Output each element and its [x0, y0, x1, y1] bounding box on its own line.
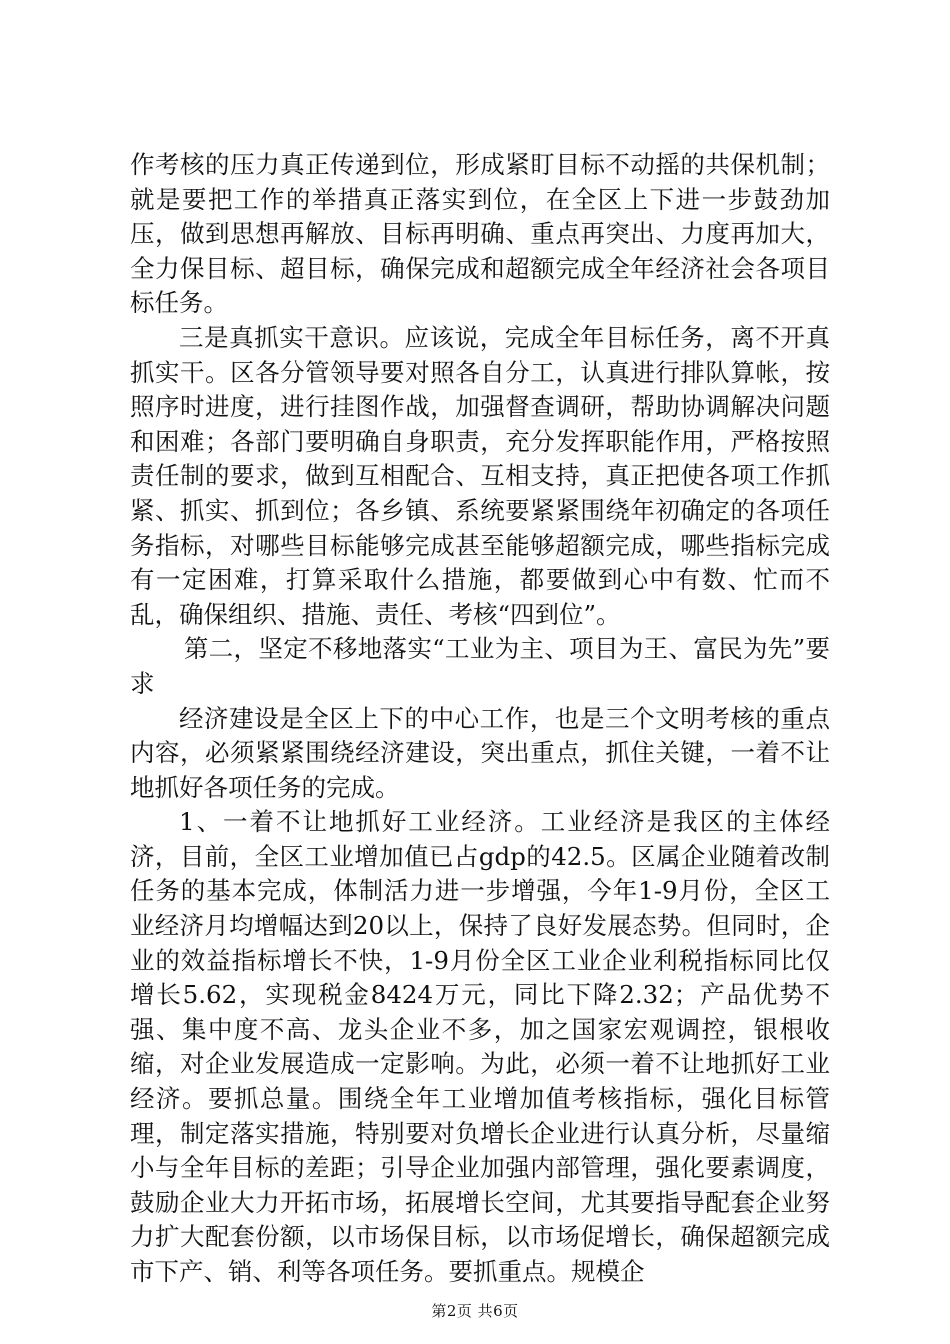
- section-heading-second: 第二，坚定不移地落实“工业为主、项目为王、富民为先”要求: [130, 634, 830, 698]
- paragraph-continuation: 作考核的压力真正传递到位，形成紧盯目标不动摇的共保机制；就是要把工作的举措真正落实到位，在全区上下进一步鼓劲加压，做到思想再解放、目标再明确、重点再突出、力度再加大，全力保目标、超目标，确保完成和超额完成全年经济社会各项目标任务。: [130, 150, 830, 318]
- paragraph-industrial-economy: 1、一着不让地抓好工业经济。工业经济是我区的主体经济，目前，全区工业增加值已占gdp的42.5。区属企业随着改制任务的基本完成，体制活力进一步增强，今年1-9月份，全区工业经济月均增幅达到20以上，保持了良好发展态势。但同时，企业的效益指标增长不快，1-9月份全区工业企业利税指标同比仅增长5.62，实现税金8424万元，同比下降2.32；产品优势不强、集中度不高、龙头企业不多，加之国家宏观调控，银根收缩，对企业发展造成一定影响。为此，必须一着不让地抓好工业经济。要抓总量。围绕全年工业增加值考核指标，强化目标管理，制定落实措施，特别要对负增长企业进行认真分析，尽量缩小与全年目标的差距；引导企业加强内部管理，强化要素调度，鼓励企业大力开拓市场，拓展增长空间，尤其要指导配套企业努力扩大配套份额，以市场保目标，以市场促增长，确保超额完成市下产、销、利等各项任务。要抓重点。规模企: [130, 807, 830, 1286]
- paragraph-economic-construction: 经济建设是全区上下的中心工作，也是三个文明考核的重点内容，必须紧紧围绕经济建设，突出重点，抓住关键，一着不让地抓好各项任务的完成。: [130, 703, 830, 802]
- paragraph-realistic-work: 三是真抓实干意识。应该说，完成全年目标任务，离不开真抓实干。区各分管领导要对照各自分工，认真进行排队算帐，按照序时进度，进行挂图作战，加强督查调研，帮助协调解决问题和困难；各部门要明确自身职责，充分发挥职能作用，严格按照责任制的要求，做到互相配合、互相支持，真正把使各项工作抓紧、抓实、抓到位；各乡镇、系统要紧紧围绕年初确定的各项任务指标，对哪些目标能够完成甚至能够超额完成，哪些指标完成有一定困难，打算采取什么措施，都要做到心中有数、忙而不乱，确保组织、措施、责任、考核“四到位”。: [130, 322, 830, 629]
- body-text: [130, 148, 830, 1290]
- page-number-footer: 第2页 共6页: [431, 1302, 519, 1320]
